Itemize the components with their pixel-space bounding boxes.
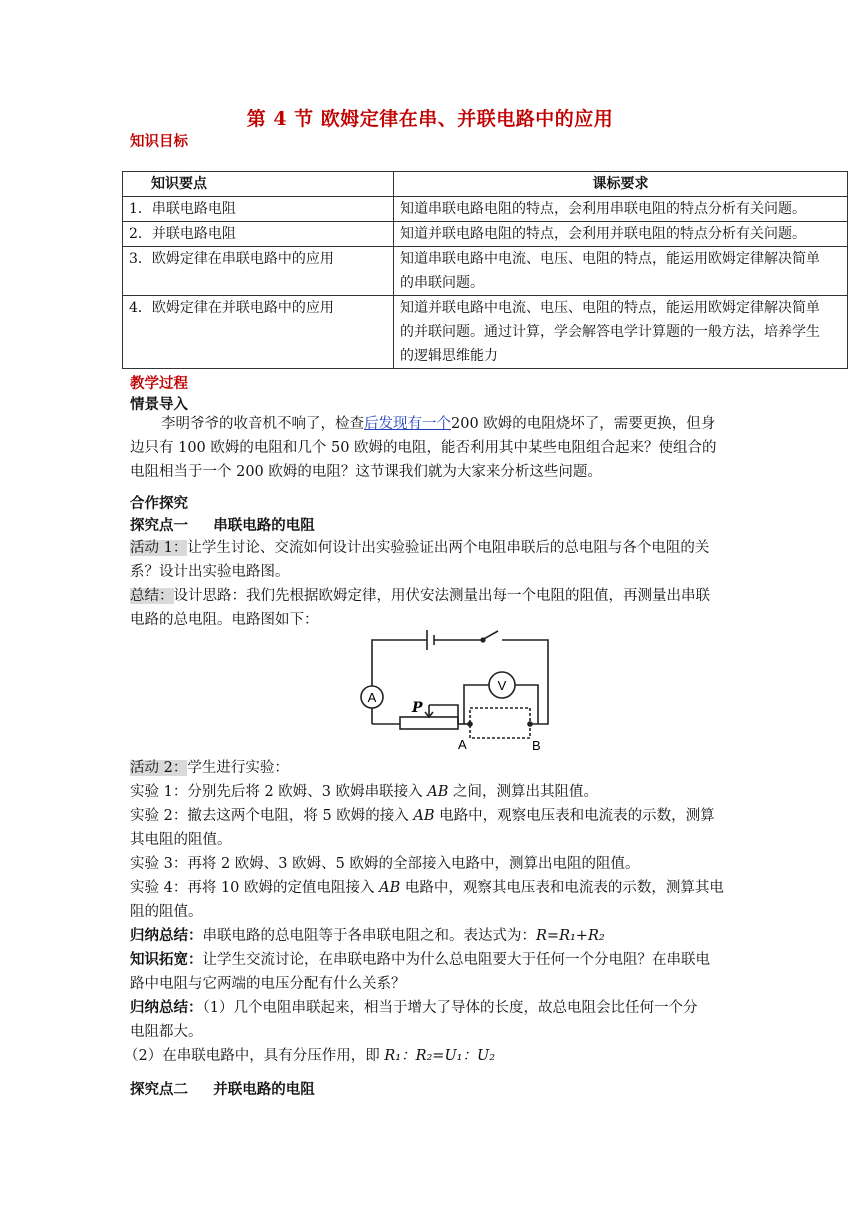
extension-line: 路中电阻与它两端的电压分配有什么关系？	[130, 976, 406, 992]
cell-line: 知道并联电路电阻的特点，会利用并联电阻的特点分析有关问题。	[400, 226, 806, 242]
wire-voltmeter-left	[464, 685, 489, 724]
conclusion-label: 归纳总结：	[130, 999, 203, 1016]
text-span: 实验 4：再将 10 欧姆的定值电阻接入	[130, 880, 380, 896]
exp2-line: 其电阻的阻值。	[130, 832, 232, 848]
cell-line: 知道串联电路电阻的特点，会利用串联电阻的特点分析有关问题。	[400, 201, 806, 217]
table-cell	[394, 247, 848, 296]
activity-label: 活动 1：	[130, 540, 188, 556]
table-row	[123, 197, 848, 222]
text-span: 让学生讨论、交流如何设计出实验验证出两个电阻串联后的总电阻与各个电阻的关	[187, 540, 710, 556]
activity1-line	[130, 536, 709, 560]
table-header: 课标要求	[394, 172, 848, 197]
table-cell: 1．串联电路电阻	[123, 197, 394, 222]
table-header: 知识要点	[123, 172, 394, 197]
point1-heading: 探究点一 串联电路的电阻	[130, 517, 315, 534]
intro-heading: 情景导入	[130, 396, 188, 413]
text-span: 李明爷爷的收音机不响了，检查	[161, 416, 364, 432]
intro-paragraph-line: 边只有 100 欧姆的电阻和几个 50 欧姆的电阻，能否利用其中某些电阻组合起来？使组合的	[130, 440, 717, 456]
slider-label: P	[412, 700, 423, 716]
summary-label: 总结：	[130, 588, 174, 604]
point-b-label: B	[532, 738, 541, 753]
dashed-resistor-box	[470, 708, 530, 738]
point2-heading: 探究点二 并联电路的电阻	[130, 1081, 315, 1098]
exp2-line	[130, 804, 715, 828]
wire-voltmeter-right	[515, 685, 538, 724]
conclusion2-line	[124, 1044, 495, 1068]
text-span: 之间，测算出其阻值。	[448, 784, 598, 800]
cell-line: 知道并联电路中电流、电压、电阻的特点，能运用欧姆定律解决简单	[400, 300, 820, 316]
terminal-a	[468, 722, 472, 726]
ammeter-symbol	[361, 686, 383, 708]
text-span: 学生进行实验：	[187, 760, 289, 776]
table-cell: 2．并联电路电阻	[123, 222, 394, 247]
table-cell: 4．欧姆定律在并联电路中的应用	[123, 296, 394, 369]
extension-label: 知识拓宽：	[130, 951, 203, 968]
table-cell	[394, 296, 848, 369]
intro-paragraph-line: 电阻相当于一个 200 欧姆的电阻？这节课我们就为大家来分析这些问题。	[130, 464, 602, 480]
exp4-line: 阻的阻值。	[130, 904, 203, 920]
text-span: 让学生交流讨论，在串联电路中为什么总电阻要大于任何一个分电阻？在串联电	[202, 952, 710, 968]
formula: R=R₁+R₂	[536, 928, 605, 944]
goals-heading: 知识目标	[130, 133, 188, 150]
activity2-line	[130, 756, 289, 780]
table-cell	[394, 197, 848, 222]
summary1-line: 电路的总电阻。电路图如下：	[130, 612, 319, 628]
cell-line: 的并联问题。通过计算，学会解答电学计算题的一般方法，培养学生	[400, 324, 820, 340]
exp3-line: 实验 3：再将 2 欧姆、3 欧姆、5 欧姆的全部接入电路中，测算出电阻的阻值。	[130, 856, 640, 872]
text-span: 电路中，观察电压表和电流表的示数，测算	[434, 808, 715, 824]
activity-label: 活动 2：	[130, 760, 188, 776]
circuit-diagram	[352, 628, 557, 754]
knowledge-table	[122, 171, 848, 369]
conclusion2-line	[130, 996, 697, 1020]
ammeter-label: A	[367, 690, 377, 705]
rheostat	[400, 717, 458, 729]
text-span: （2）在串联电路中，具有分压作用，即	[124, 1048, 385, 1064]
table-cell: 3．欧姆定律在串联电路中的应用	[123, 247, 394, 296]
summary1-line	[130, 584, 710, 608]
table-row	[123, 222, 848, 247]
table-row	[123, 247, 848, 296]
table-cell	[394, 222, 848, 247]
page-title: 第 4 节 欧姆定律在串、并联电路中的应用	[246, 108, 614, 130]
switch-contact	[481, 638, 485, 642]
ab-label: AB	[413, 808, 435, 824]
intro-paragraph-line	[161, 412, 715, 436]
table-header-row	[123, 172, 848, 197]
cell-line: 的逻辑思维能力	[400, 348, 498, 364]
coop-heading: 合作探究	[130, 495, 188, 512]
text-span: （1）几个电阻串联起来，相当于增大了导体的长度，故总电阻会比任何一个分	[202, 1000, 698, 1016]
formula: R₁：R₂=U₁：U₂	[384, 1048, 496, 1064]
ab-label: AB	[379, 880, 401, 896]
text-span: 设计思路：我们先根据欧姆定律，用伏安法测量出每一个电阻的阻值，再测量出串联	[173, 588, 710, 604]
text-span: 电路中，观察其电压表和电流表的示数，测算其电	[400, 880, 724, 896]
inline-link[interactable]: 后发现有一个	[364, 416, 451, 432]
table-row	[123, 296, 848, 369]
exp1-line	[130, 780, 598, 804]
text-span: 实验 1：分别先后将 2 欧姆、3 欧姆串联接入	[130, 784, 428, 800]
conclusion2-line: 电阻都大。	[130, 1024, 203, 1040]
ab-label: AB	[427, 784, 449, 800]
activity1-line: 系？设计出实验电路图。	[130, 564, 290, 580]
point-a-label: A	[458, 737, 467, 752]
voltmeter-label: V	[497, 678, 507, 693]
conclusion-label: 归纳总结：	[130, 927, 203, 944]
voltmeter-symbol	[489, 672, 515, 698]
cell-line: 知道串联电路中电流、电压、电阻的特点，能运用欧姆定律解决简单	[400, 251, 820, 267]
text-span: 串联电路的总电阻等于各串联电阻之和。表达式为：	[202, 928, 536, 944]
extension-line	[130, 948, 710, 972]
exp4-line	[130, 876, 724, 900]
wire-top-left	[372, 640, 427, 686]
cell-line: 的串联问题。	[400, 275, 484, 291]
terminal-b	[528, 722, 532, 726]
text-span: 实验 2：撤去这两个电阻，将 5 欧姆的接入	[130, 808, 414, 824]
teaching-heading: 教学过程	[130, 375, 188, 392]
text-span: 200 欧姆的电阻烧坏了，需要更换，但身	[451, 416, 716, 432]
conclusion1-line	[130, 924, 605, 948]
